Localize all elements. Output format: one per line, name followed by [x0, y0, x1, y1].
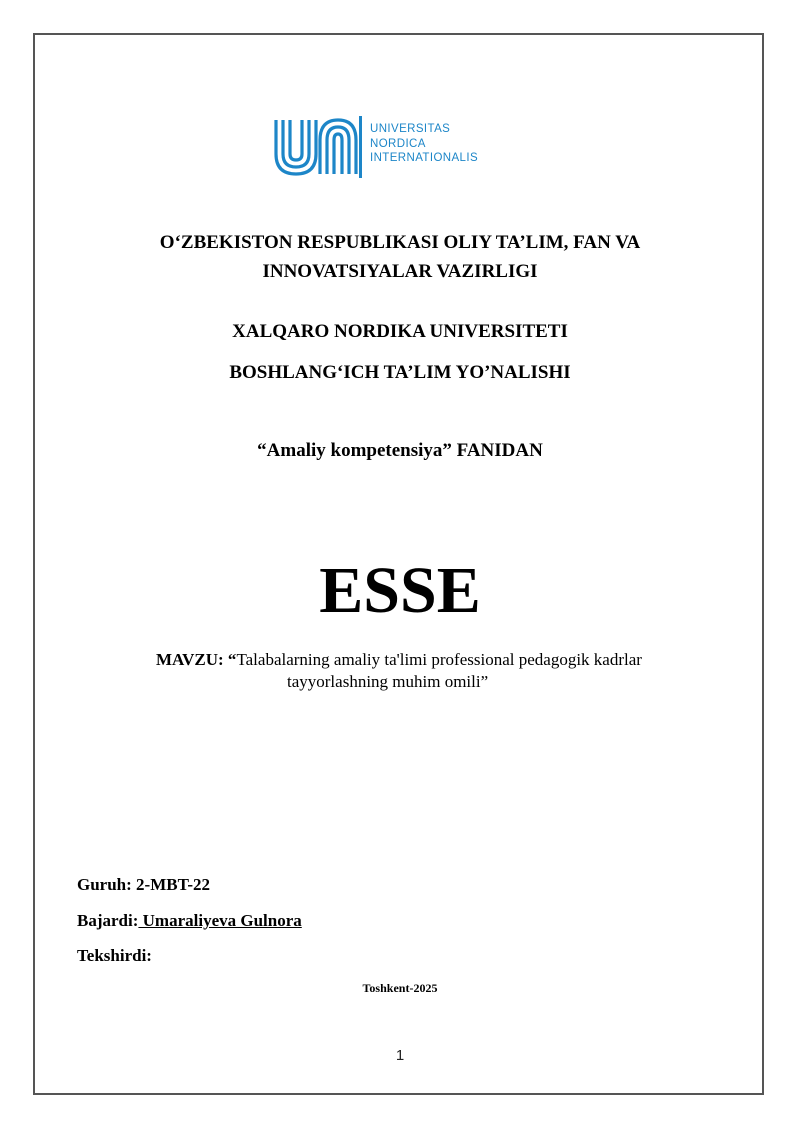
ministry-line-2: INNOVATSIYALAR VAZIRLIGI — [262, 261, 538, 282]
uni-logo-icon — [272, 112, 364, 182]
page-number: 1 — [395, 1047, 405, 1064]
direction-name: BOSHLANG‘ICH TA’LIM YO’NALISHI — [229, 362, 571, 383]
topic-line-1 — [156, 649, 756, 671]
topic-text-1: Talabalarning amaliy ta'limi professional pedagogik kadrlar — [236, 650, 642, 669]
author-name: Umaraliyeva Gulnora — [138, 911, 302, 930]
author-label: Bajardi: — [77, 911, 139, 930]
university-logo — [272, 112, 502, 182]
place-year: Toshkent-2025 — [362, 981, 438, 995]
checker-info: Tekshirdi: — [77, 946, 152, 965]
document-type-title: ESSE — [319, 554, 481, 627]
group-info: Guruh: 2-MBT-22 — [77, 875, 211, 894]
ministry-line-1: O‘ZBEKISTON RESPUBLIKASI OLIY TA’LIM, FAN VA — [159, 232, 641, 253]
subject-title: “Amaliy kompetensiya” FANIDAN — [257, 440, 543, 461]
university-name: XALQARO NORDIKA UNIVERSITETI — [232, 321, 568, 342]
topic-label: MAVZU: “ — [156, 650, 237, 669]
logo-wordmark — [370, 122, 478, 166]
logo-line-1: UNIVERSITAS — [370, 123, 451, 135]
author-info — [77, 911, 302, 931]
logo-line-3: INTERNATIONALIS — [370, 152, 479, 164]
logo-line-2: NORDICA — [370, 137, 426, 150]
ministry-heading — [0, 228, 800, 286]
topic-text-2: tayyorlashning muhim omili” — [287, 672, 489, 691]
